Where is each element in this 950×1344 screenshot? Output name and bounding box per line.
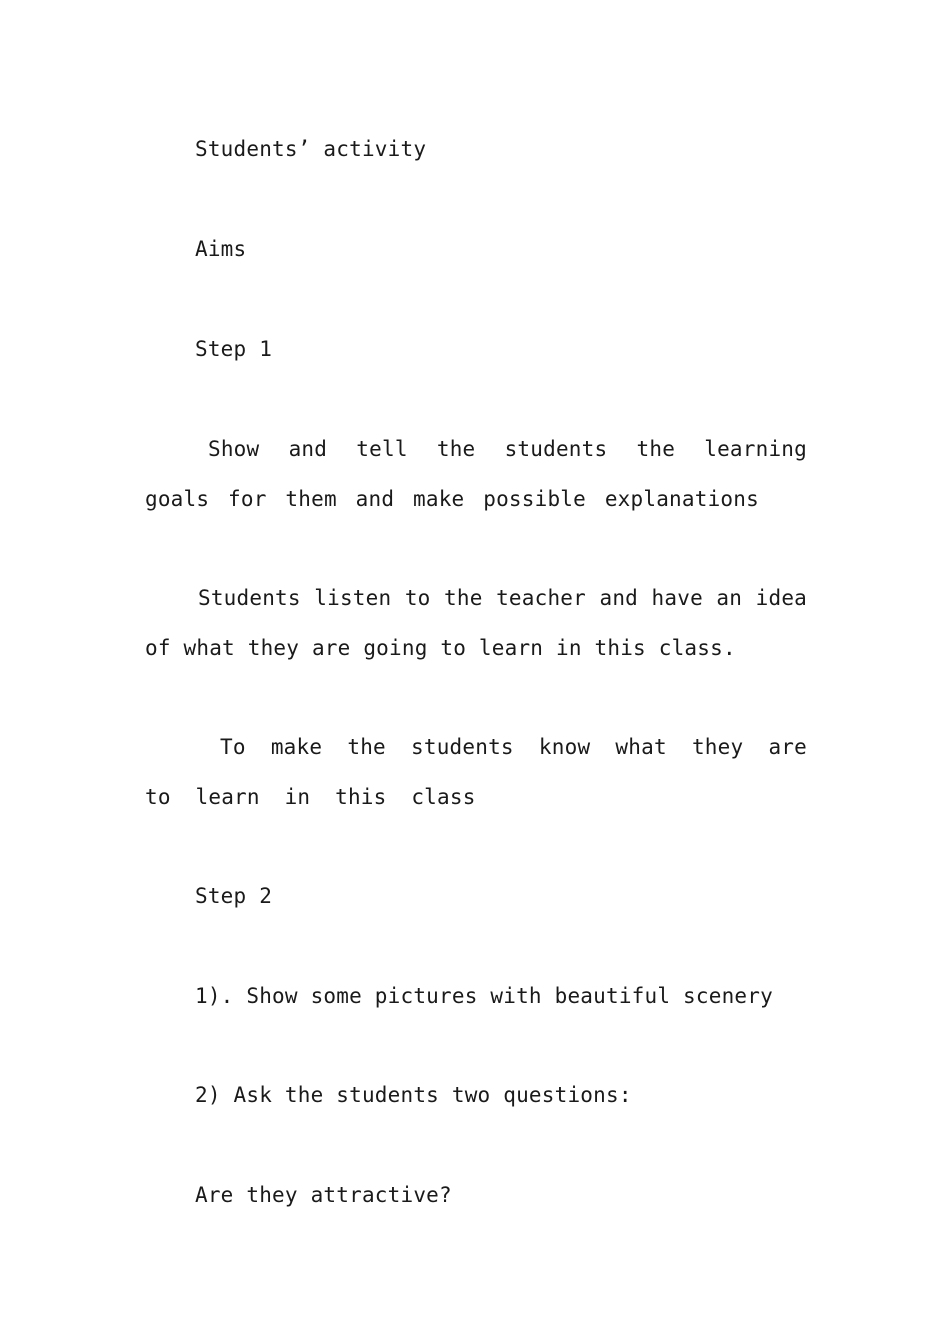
heading-students-activity: Students’ activity <box>195 137 427 161</box>
list-item-show-pictures: 1). Show some pictures with beautiful scenery <box>195 984 773 1008</box>
list-item-ask-questions: 2) Ask the students two questions: <box>195 1083 632 1107</box>
paragraph-to-make-students-know: To make the students know what they are to learn in this class <box>145 735 807 809</box>
heading-step-2: Step 2 <box>195 884 273 908</box>
paragraph-show-and-tell: Show and tell the students the learning goals for them and make possible explanations <box>145 437 807 511</box>
heading-step-1: Step 1 <box>195 337 273 361</box>
paragraph-students-listen: Students listen to the teacher and have an idea of what they are going to learn in this class. <box>145 586 807 660</box>
question-are-they-attractive: Are they attractive? <box>195 1183 452 1207</box>
heading-aims: Aims <box>195 237 247 261</box>
